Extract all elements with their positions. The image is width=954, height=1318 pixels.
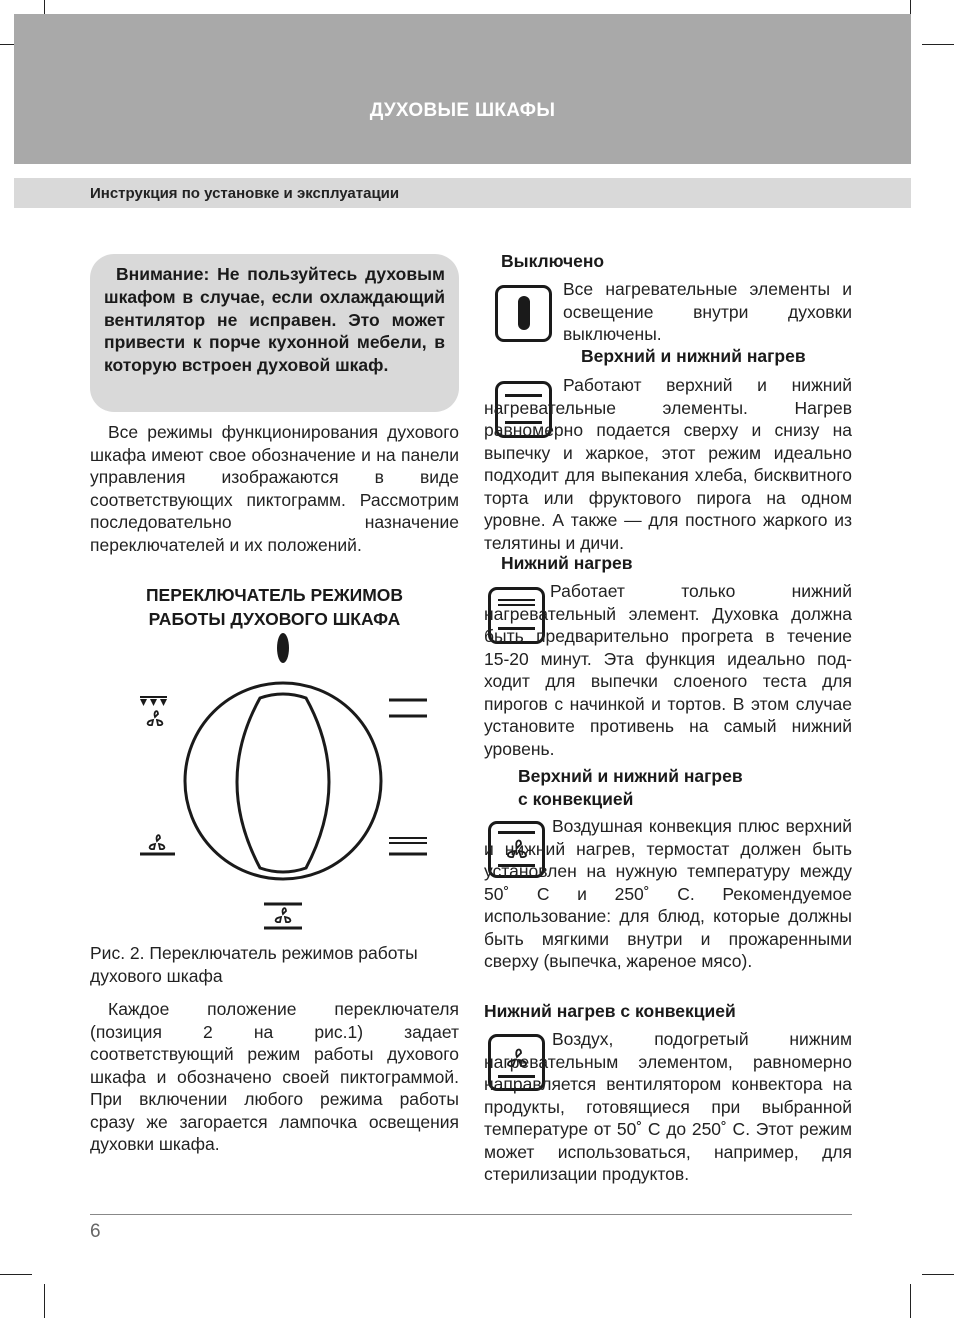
- intro-paragraph: Все режимы функционирования духового шкафа имеют свое обозначение и на панели управления изображаются в виде соответствующих пиктограмм. Рассмотрим последовательно назначение переключателей и их положений.: [90, 422, 459, 555]
- subheader-band: [14, 178, 911, 208]
- crop-mark: [910, 1284, 911, 1318]
- positions-paragraph: Каждое положение переключателя (позиция 2 на рис.1) задает соответствующий режим работы духового шкафа и обозначено своей пиктограммой. При включении любого режима работы сразу же загорается лампочка освещения духовки шкафа.: [90, 999, 459, 1154]
- mode-top-bottom-fan-text: [484, 815, 852, 973]
- off-position-mark: [277, 633, 289, 663]
- mode-bottom-text: [484, 580, 852, 760]
- crop-mark: [0, 1274, 32, 1275]
- dial-circle: [185, 683, 381, 879]
- mode-top-bottom-text-content: Работают верхний и нижний нагревательные элементы. Нагрев равномерно подается сверху и снизу на выпечку и жаркое, этот режим идеально подходит для выпекания хлеба, бисквитного торта или фруктового пирога на одном уровне. А также — для постного жаркого из телятины и дичи.: [484, 375, 852, 553]
- mode-selector-diagram: [120, 628, 450, 938]
- page-number: 6: [90, 1221, 101, 1242]
- mode-bottom-fan-text-content: Воздух, подогретый нижним нагревательным элементом, равномерно направляется вентилятором конвектора на продукты, готовящиеся при выбранной температуре от 50˚ С до 250˚ С. Этот режим может использоваться, например, для стерилизации продуктов.: [484, 1029, 852, 1184]
- page-title: ДУХОВЫЕ ШКАФЫ: [369, 100, 556, 121]
- mode-top-bottom-fan-title-line2: с конвекцией: [518, 788, 634, 809]
- mode-top-bottom-fan-title: [518, 765, 743, 810]
- mode-bottom-fan-title: Нижний нагрев с конвекцией: [484, 1001, 736, 1021]
- dial-handle: [237, 694, 329, 872]
- mode-bottom-title: Нижний нагрев: [501, 553, 633, 573]
- mode-off-title: Выключено: [501, 251, 605, 271]
- bottom-heat-mark: [389, 838, 427, 854]
- mode-off-text: Все нагревательные элементы и освещение внутри духовки выключены.: [563, 279, 852, 344]
- crop-mark: [922, 1274, 954, 1275]
- mode-bottom-text-content: Работает только нижний нагревательный элемент. Духовка должна быть предварительно прогрета в течение 15-20 минут. Эта функция идеально под-ходит для выпечки слоеного теста для пирогов с начинкой и тортов. В этом случае установите противень на самый нижний уровень.: [484, 581, 852, 759]
- figure-heading: [90, 583, 459, 631]
- figure-heading-line2: РАБОТЫ ДУХОВОГО ШКАФА: [148, 609, 401, 629]
- crop-mark: [922, 44, 954, 45]
- mode-top-bottom-fan-text-content: Воздушная конвекция плюс верхний и нижний нагрев, термостат должен быть установлен на нужную температуру между 50˚ С и 250˚ С. Рекомендуемое использование: для блюд, которые должны быть мягкими внутри и прожаренными сверху (выпечка, жареное мясо).: [484, 816, 852, 971]
- warning-text: Внимание: Не пользуйтесь духовым шкафом в случае, если охлаждающий вентилятор не исправен. Это может привести к порче кухонной мебели, в которую встроен духовой шкаф.: [104, 264, 445, 376]
- figure-caption: Рис. 2. Переключатель режимов работы духового шкафа: [90, 943, 418, 986]
- footer-rule: [90, 1214, 852, 1215]
- top-bottom-fan-mark: [264, 904, 302, 928]
- off-icon: [495, 285, 552, 342]
- figure-heading-line1: ПЕРЕКЛЮЧАТЕЛЬ РЕЖИМОВ: [145, 585, 404, 605]
- crop-mark: [44, 1284, 45, 1318]
- mode-top-bottom-fan-title-line1: Верхний и нижний нагрев: [518, 766, 743, 786]
- subheader-title: Инструкция по установке и эксплуатации: [90, 185, 400, 202]
- top-bottom-heat-mark: [389, 700, 427, 716]
- warning-box: [90, 254, 459, 412]
- mode-top-bottom-text: [484, 374, 852, 554]
- header-band: [14, 14, 911, 164]
- grill-fan-icon: [140, 697, 167, 725]
- mode-top-bottom-title: Верхний и нижний нагрев: [581, 346, 806, 366]
- bottom-heat-fan-mark: [140, 835, 175, 854]
- mode-bottom-fan-text: [484, 1028, 852, 1186]
